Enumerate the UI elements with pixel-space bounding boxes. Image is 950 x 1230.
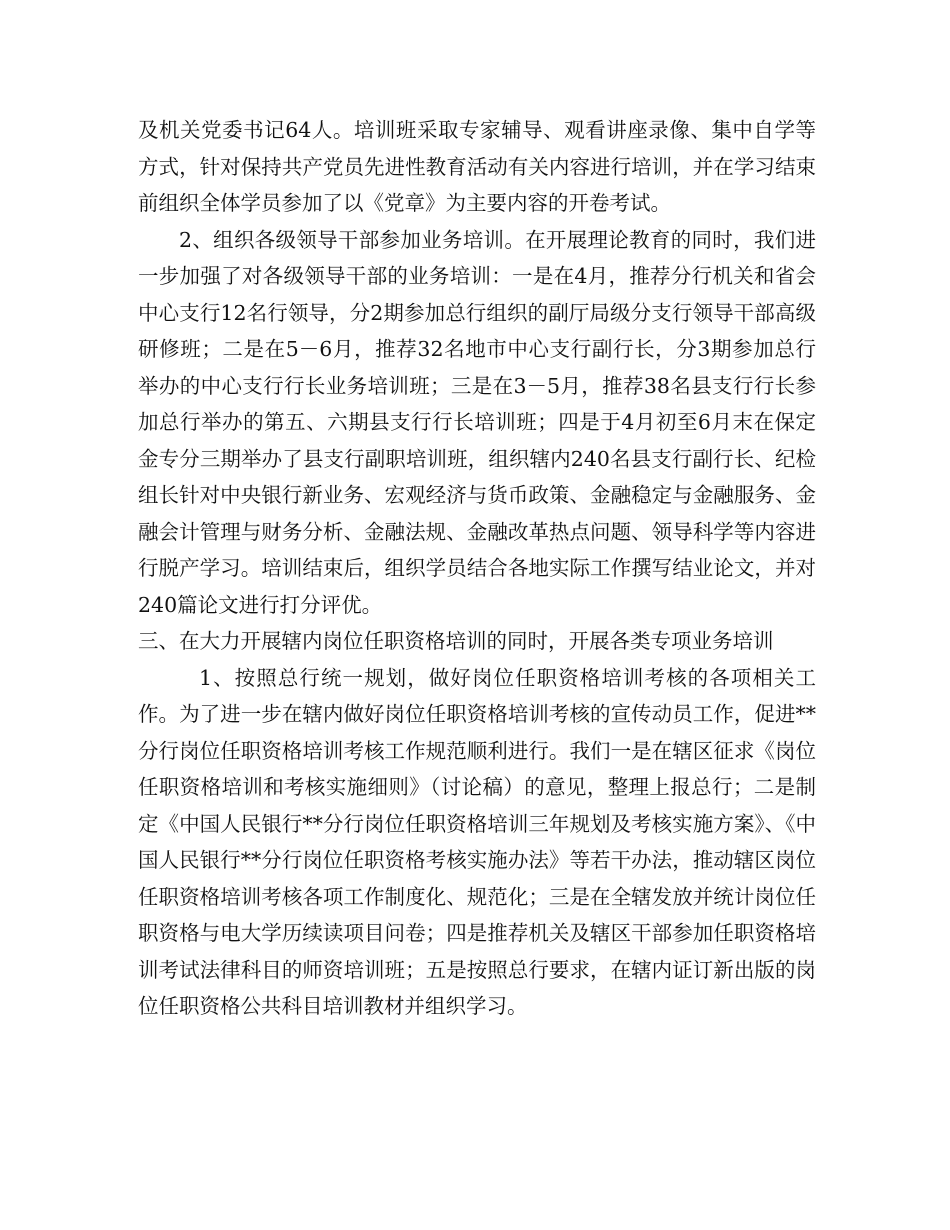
section-heading-3: 三、在大力开展辖内岗位任职资格培训的同时，开展各类专项业务培训 bbox=[138, 629, 774, 653]
document-body bbox=[138, 112, 816, 1025]
paragraph-training-continued: 及机关党委书记64人。培训班采取专家辅导、观看讲座录像、集中自学等方式，针对保持共产党员先进性教育活动有关内容进行培训，并在学习结束前组织全体学员参加了以《党章》为主要内容的开卷考试。 bbox=[138, 118, 816, 215]
paragraph-leader-business-training: 2、组织各级领导干部参加业务培训。在开展理论教育的同时，我们进一步加强了对各级领导干部的业务培训：一是在4月，推荐分行机关和省会中心支行12名行领导，分2期参加总行组织的副厅局级分支行领导干部高级研修班；二是在5－6月，推荐32名地市中心支行副行长，分3期参加总行举办的中心支行行长业务培训班；三是在3－5月，推荐38名县支行行长参加总行举办的第五、六期县支行行长培训班；四是于4月初至6月末在保定金专分三期举办了县支行副职培训班，组织辖内240名县支行副行长、纪检组长针对中央银行新业务、宏观经济与货币政策、金融稳定与金融服务、金融会计管理与财务分析、金融法规、金融改革热点问题、领导科学等内容进行脱产学习。培训结束后，组织学员结合各地实际工作撰写结业论文，并对240篇论文进行打分评优。 bbox=[138, 227, 816, 617]
paragraph-qualification-training: 1、按照总行统一规划，做好岗位任职资格培训考核的各项相关工作。为了进一步在辖内做好岗位任职资格培训考核的宣传动员工作，促进**分行岗位任职资格培训考核工作规范顺利进行。我们一是在辖区征求《岗位任职资格培训和考核实施细则》（讨论稿）的意见，整理上报总行；二是制定《中国人民银行**分行岗位任职资格培训三年规划及考核实施方案》、《中国人民银行**分行岗位任职资格考核实施办法》等若干办法，推动辖区岗位任职资格培训考核各项工作制度化、规范化；三是在全辖发放并统计岗位任职资格与电大学历续读项目问卷；四是推荐机关及辖区干部参加任职资格培训考试法律科目的师资培训班；五是按照总行要求，在辖内证订新出版的岗位任职资格公共科目培训教材并组织学习。 bbox=[138, 665, 816, 1018]
